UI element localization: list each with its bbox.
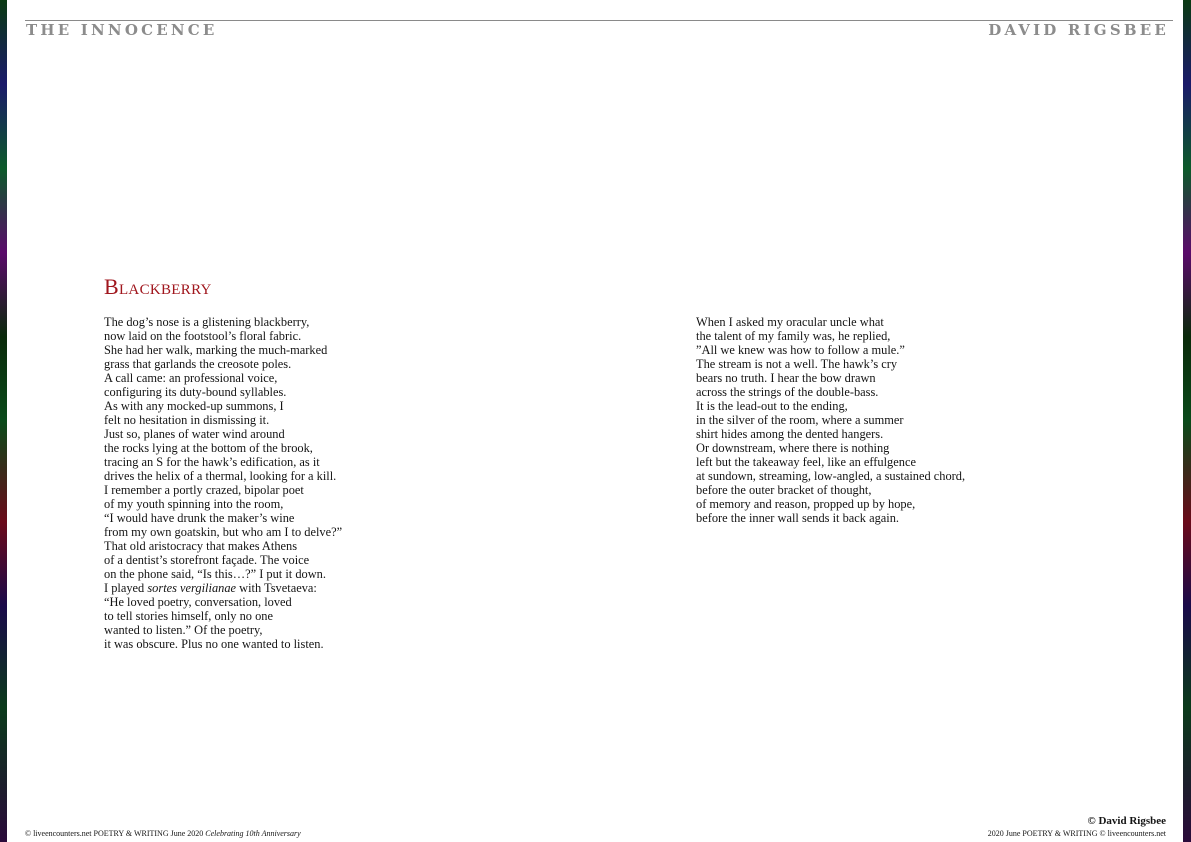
poem-line: “He loved poetry, conversation, loved — [104, 595, 292, 609]
poem-title: Blackberry — [104, 274, 212, 299]
poem-line: of my youth spinning into the room, — [104, 497, 284, 511]
poem-line: of a dentist’s storefront façade. The voice — [104, 553, 310, 567]
poem-line: to tell stories himself, only no one — [104, 609, 273, 623]
poem-line: the rocks lying at the bottom of the brook, — [104, 441, 313, 455]
poem-line: As with any mocked-up summons, I — [104, 399, 284, 413]
footer-credit-left — [25, 829, 301, 838]
poem-line: tracing an S for the hawk’s edification, as it — [104, 455, 320, 469]
author-name: DAVID RIGSBEE — [988, 21, 1169, 39]
poem-line: shirt hides among the dented hangers. — [696, 427, 884, 441]
poem-line-italic: sortes vergilianae — [147, 581, 237, 595]
poem-line: drives the helix of a thermal, looking for a kill. — [104, 469, 337, 483]
poem-line: configuring its duty-bound syllables. — [104, 385, 287, 399]
poem-line: ”All we knew was how to follow a mule.” — [696, 343, 905, 357]
poem-line-start: I played — [104, 581, 148, 595]
poem-line: bears no truth. I hear the bow drawn — [696, 371, 876, 385]
footer-anniversary: Celebrating 10th Anniversary — [205, 829, 301, 838]
page — [7, 0, 1183, 842]
footer-left-text: © liveencounters.net POETRY & WRITING June 2020 — [25, 829, 206, 838]
poem-line-end: with Tsvetaeva: — [236, 581, 317, 595]
poem-line: now laid on the footstool’s floral fabric. — [104, 329, 302, 343]
poem-line: before the inner wall sends it back again. — [696, 511, 899, 525]
poem-column-left — [104, 315, 342, 651]
poem-line: grass that garlands the creosote poles. — [104, 357, 292, 371]
poem-line: Or downstream, where there is nothing — [696, 441, 890, 455]
poem-line: wanted to listen.” Of the poetry, — [104, 623, 263, 637]
poem-line: left but the takeaway feel, like an effulgence — [696, 455, 916, 469]
poem-line: That old aristocracy that makes Athens — [104, 539, 298, 553]
poem-line: “I would have drunk the maker’s wine — [104, 511, 295, 525]
copyright-notice: © David Rigsbee — [1087, 815, 1166, 827]
poem-line: It is the lead-out to the ending, — [696, 399, 848, 413]
poem-line: in the silver of the room, where a summer — [696, 413, 904, 427]
poem-line — [104, 581, 342, 595]
poem-line: Just so, planes of water wind around — [104, 427, 285, 441]
section-title: THE INNOCENCE — [26, 21, 218, 39]
poem-line: it was obscure. Plus no one wanted to listen. — [104, 637, 324, 651]
poem-line: at sundown, streaming, low-angled, a sustained chord, — [696, 469, 966, 483]
poem-line: the talent of my family was, he replied, — [696, 329, 891, 343]
poem-line: A call came: an professional voice, — [104, 371, 278, 385]
poem-line: felt no hesitation in dismissing it. — [104, 413, 270, 427]
poem-line: across the strings of the double-bass. — [696, 385, 879, 399]
poem-line: The stream is not a well. The hawk’s cry — [696, 357, 898, 371]
poem-line: of memory and reason, propped up by hope, — [696, 497, 916, 511]
poem-line: When I asked my oracular uncle what — [696, 315, 884, 329]
poem-line: from my own goatskin, but who am I to delve?” — [104, 525, 343, 539]
poem-column-right — [696, 315, 965, 525]
poem-line: She had her walk, marking the much-marked — [104, 343, 328, 357]
poem-line: before the outer bracket of thought, — [696, 483, 872, 497]
poem-line: I remember a portly crazed, bipolar poet — [104, 483, 304, 497]
poem-line: The dog’s nose is a glistening blackberry, — [104, 315, 310, 329]
poem-line: on the phone said, “Is this…?” I put it down. — [104, 567, 326, 581]
footer-credit-right: 2020 June POETRY & WRITING © liveencounters.net — [987, 829, 1166, 838]
